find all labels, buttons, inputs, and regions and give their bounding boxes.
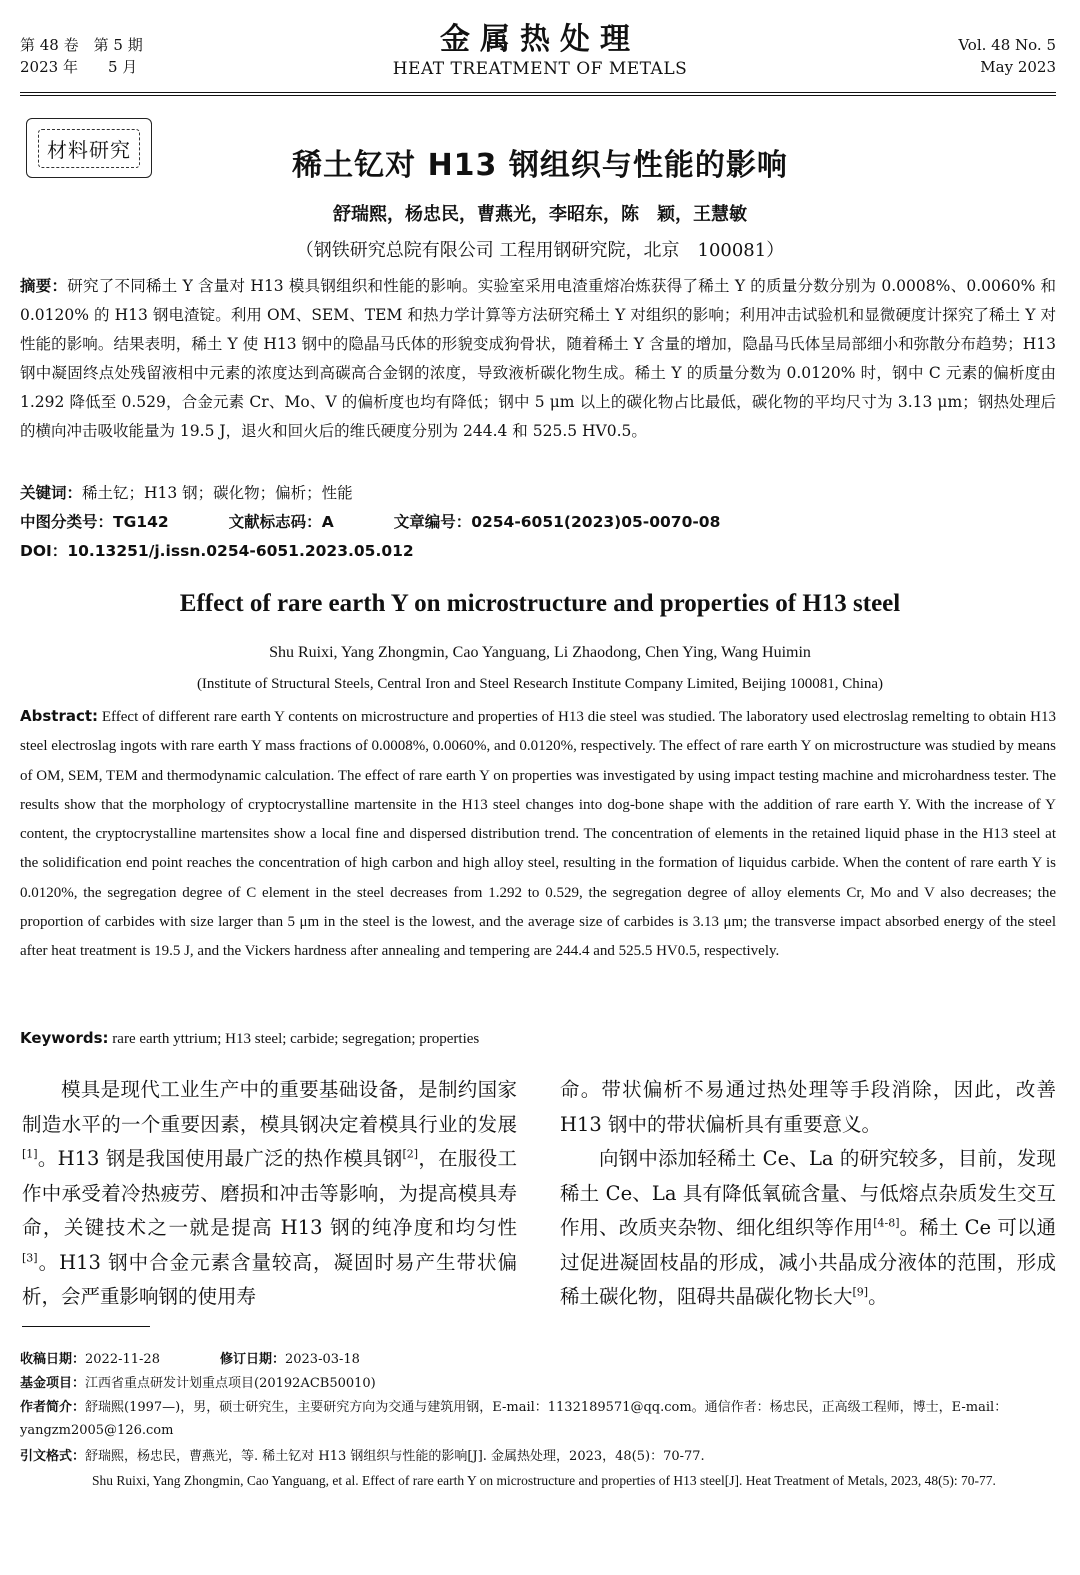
fund-label: 基金项目： — [20, 1376, 86, 1391]
body-text: 。稀土 Ce 可以通过促进凝固枝晶的形成，减小共晶成分液体的范围，形成稀土碳化物，阻碍共晶碳化物长大 — [560, 1216, 1056, 1308]
keywords-en-label: Keywords: — [20, 1029, 109, 1047]
header-rule-top — [20, 92, 1056, 93]
citation-ref: [4-8] — [873, 1216, 900, 1230]
article-title-en: Effect of rare earth Y on microstructure and properties of H13 steel — [179, 590, 901, 617]
article-title-cn: 稀土钇对 H13 钢组织与性能的影响 — [292, 148, 788, 183]
footnote-fund — [20, 1372, 1056, 1395]
doccode-value: A — [321, 513, 334, 531]
body-column-left — [22, 1073, 517, 1315]
abstract-en-label: Abstract: — [20, 707, 99, 725]
header-vol-issue-en: Vol. 48 No. 5 — [958, 36, 1056, 54]
clc-label: 中图分类号： — [20, 513, 114, 531]
keywords-en — [20, 1024, 1056, 1054]
abstract-cn-label: 摘要： — [20, 277, 68, 295]
author-label: 作者简介： — [20, 1400, 86, 1415]
clc-value: TG142 — [113, 513, 169, 531]
authors-en: Shu Ruixi, Yang Zhongmin, Cao Yanguang, Li Zhaodong, Chen Ying, Wang Huimin — [269, 644, 811, 661]
received-label: 收稿日期： — [20, 1352, 86, 1367]
section-stamp-label: 材料研究 — [38, 129, 140, 168]
affiliation-en: (Institute of Structural Steels, Central Iron and Steel Research Institute Company Limited, Beijing 100081, China) — [196, 676, 884, 692]
body-text: 向钢中添加轻稀土 Ce、La 的研究较多，目前，发现稀土 Ce、La 具有降低氧硫含量、与低熔点杂质发生交互作用、改质夹杂物、细化组织等作用 — [560, 1147, 1056, 1239]
footnote-author — [20, 1396, 1056, 1442]
body-text: 。H13 钢中合金元素含量较高，凝固时易产生带状偏析，会严重影响钢的使用寿 — [22, 1250, 517, 1308]
body-text: 。 — [868, 1285, 888, 1308]
revised-date: 2023-03-18 — [284, 1352, 360, 1367]
cite-cn: 舒瑞熙，杨忠民，曹燕光，等. 稀土钇对 H13 钢组织与性能的影响[J]. 金属热处理，2023，48(5)：70-77. — [85, 1449, 705, 1464]
header-date-en: May 2023 — [980, 58, 1056, 76]
body-paragraph — [560, 1142, 1056, 1315]
footnote-rule — [22, 1326, 150, 1327]
body-text: 模具是现代工业生产中的重要基础设备，是制约国家制造水平的一个重要因素，模具钢决定着模具行业的发展 — [22, 1078, 517, 1136]
doi-line — [20, 537, 1056, 566]
header-volume-en — [958, 34, 1056, 78]
header-rule-bottom — [20, 95, 1056, 96]
cite-label: 引文格式： — [20, 1449, 86, 1464]
body-paragraph: 命。带状偏析不易通过热处理等手段消除，因此，改善 H13 钢中的带状偏析具有重要意义。 — [560, 1078, 1056, 1136]
journal-masthead — [300, 22, 780, 80]
footnote-citation — [20, 1445, 1056, 1468]
authors-cn: 舒瑞熙，杨忠民，曹燕光，李昭东，陈 颖，王慧敏 — [333, 204, 747, 225]
abstract-en-text: Effect of different rare earth Y contents on microstructure and properties of H13 die steel was studied. The laboratory used electroslag remelting to obtain H13 steel electroslag ingots with rare earth Y mass fractions of 0.0008%, 0.0060%, and 0.0120%, respectively. The effect of rare earth Y on microstructure was studied by means of OM, SEM, TEM and thermodynamic calculation. The effect of rare earth Y on properties was investigated by using impact testing machine and microhardness tester. The results show that the morphology of cryptocrystalline martensite in the H13 steel changes into dog-bone shape with the addition of rare earth Y. With the increase of Y content, the cryptocrystalline martensites show a local fine and dispersed distribution trend. The concentration of elements in the retained liquid phase in the H13 steel at the solidification end point reaches the concentration of high carbon and high alloy steel, resulting in the formation of liquidus carbide. When the content of rare earth Y is 0.0120%, the segregation degree of C element in the steel decreases from 1.292 to 0.529, the segregation degree of alloy elements Cr, Mo and V also decreases; the proportion of carbides with size larger than 5 μm in the steel is the lowest, and the average size of carbides is 3.13 μm; the transverse impact absorbed energy of the steel after heat treatment is 19.5 J, and the Vickers hardness after annealing and tempering are 244.4 and 525.5 HV0.5, respectively. — [20, 709, 1056, 960]
doi-value: 10.13251/j.issn.0254-6051.2023.05.012 — [67, 542, 414, 560]
header-vol-issue-cn: 第 48 卷 第 5 期 — [20, 36, 143, 54]
articleno-label: 文章编号： — [393, 513, 472, 531]
journal-name-cn: 金属热处理 — [440, 22, 640, 57]
abstract-cn — [20, 272, 1056, 446]
citation-ref: [2] — [402, 1147, 419, 1161]
keywords-cn-label: 关键词： — [20, 484, 83, 502]
revised-label: 修订日期： — [219, 1352, 285, 1367]
classification-line — [20, 508, 1056, 537]
doccode-label: 文献标志码： — [228, 513, 322, 531]
header-date-cn: 2023 年 5 月 — [20, 58, 138, 76]
citation-ref: [1] — [22, 1147, 38, 1161]
footnote-dates — [20, 1348, 1056, 1371]
affiliation-cn: （钢铁研究总院有限公司 工程用钢研究院，北京 100081） — [295, 240, 785, 261]
footnote-citation-en: Shu Ruixi, Yang Zhongmin, Cao Yanguang, et al. Effect of rare earth Y on microstructure and properties of H13 steel[J]. Heat Treatment of Metals, 2023, 48(5): 70-77. — [92, 1473, 996, 1488]
abstract-cn-text: 研究了不同稀土 Y 含量对 H13 模具钢组织和性能的影响。实验室采用电渣重熔冶炼获得了稀土 Y 的质量分数分别为 0.0008%、0.0060% 和 0.0120% 的 H13 钢电渣锭。利用 OM、SEM、TEM 和热力学计算等方法研究稀土 Y 对组织的影响；利用冲击试验机和显微硬度计探究了稀土 Y 对性能的影响。结果表明，稀土 Y 使 H13 钢中的隐晶马氏体的形貌变成狗骨状，随着稀土 Y 含量的增加，隐晶马氏体呈局部细小和弥散分布趋势；H13 钢中凝固终点处残留液相中元素的浓度达到高碳高合金钢的浓度，导致液析碳化物生成。稀土 Y 的质量分数为 0.0120% 时，钢中 C 元素的偏析度由 1.292 降低至 0.529，合金元素 Cr、Mo、V 的偏析度也均有降低；钢中 5 μm 以上的碳化物占比最低，碳化物的平均尺寸为 3.13 μm；钢热处理后的横向冲击吸收能量为 19.5 J，退火和回火后的维氏硬度分别为 244.4 和 525.5 HV0.5。 — [20, 277, 1056, 440]
journal-name-en: HEAT TREATMENT OF METALS — [392, 59, 688, 79]
citation-ref: [3] — [22, 1251, 38, 1264]
doi-label: DOI： — [20, 542, 68, 560]
abstract-en — [20, 702, 1056, 967]
body-text: 。H13 钢是我国使用最广泛的热作模具钢 — [37, 1147, 403, 1170]
keywords-cn-text: 稀土钇；H13 钢；碳化物；偏析；性能 — [82, 484, 353, 502]
header-volume-cn — [20, 34, 143, 78]
received-date: 2022-11-28 — [85, 1352, 160, 1367]
fund-text: 江西省重点研发计划重点项目(20192ACB50010) — [85, 1376, 376, 1391]
body-paragraph — [22, 1073, 517, 1315]
author-text: 舒瑞熙(1997—)，男，硕士研究生，主要研究方向为交通与建筑用钢，E-mail：1132189571@qq.com。通信作者：杨忠民，正高级工程师，博士，E-mail：yangzm2005@126.com — [20, 1400, 1008, 1438]
keywords-cn — [20, 479, 1056, 508]
citation-ref: [9] — [852, 1285, 869, 1299]
body-column-right — [560, 1073, 1056, 1315]
body-text: ，在服役工作中承受着冷热疲劳、磨损和冲击等影响，为提高模具寿命，关键技术之一就是提高 H13 钢的纯净度和均匀性 — [22, 1147, 517, 1239]
keywords-en-text: rare earth yttrium; H13 steel; carbide; segregation; properties — [112, 1031, 480, 1047]
articleno-value: 0254-6051(2023)05-0070-08 — [471, 513, 721, 531]
